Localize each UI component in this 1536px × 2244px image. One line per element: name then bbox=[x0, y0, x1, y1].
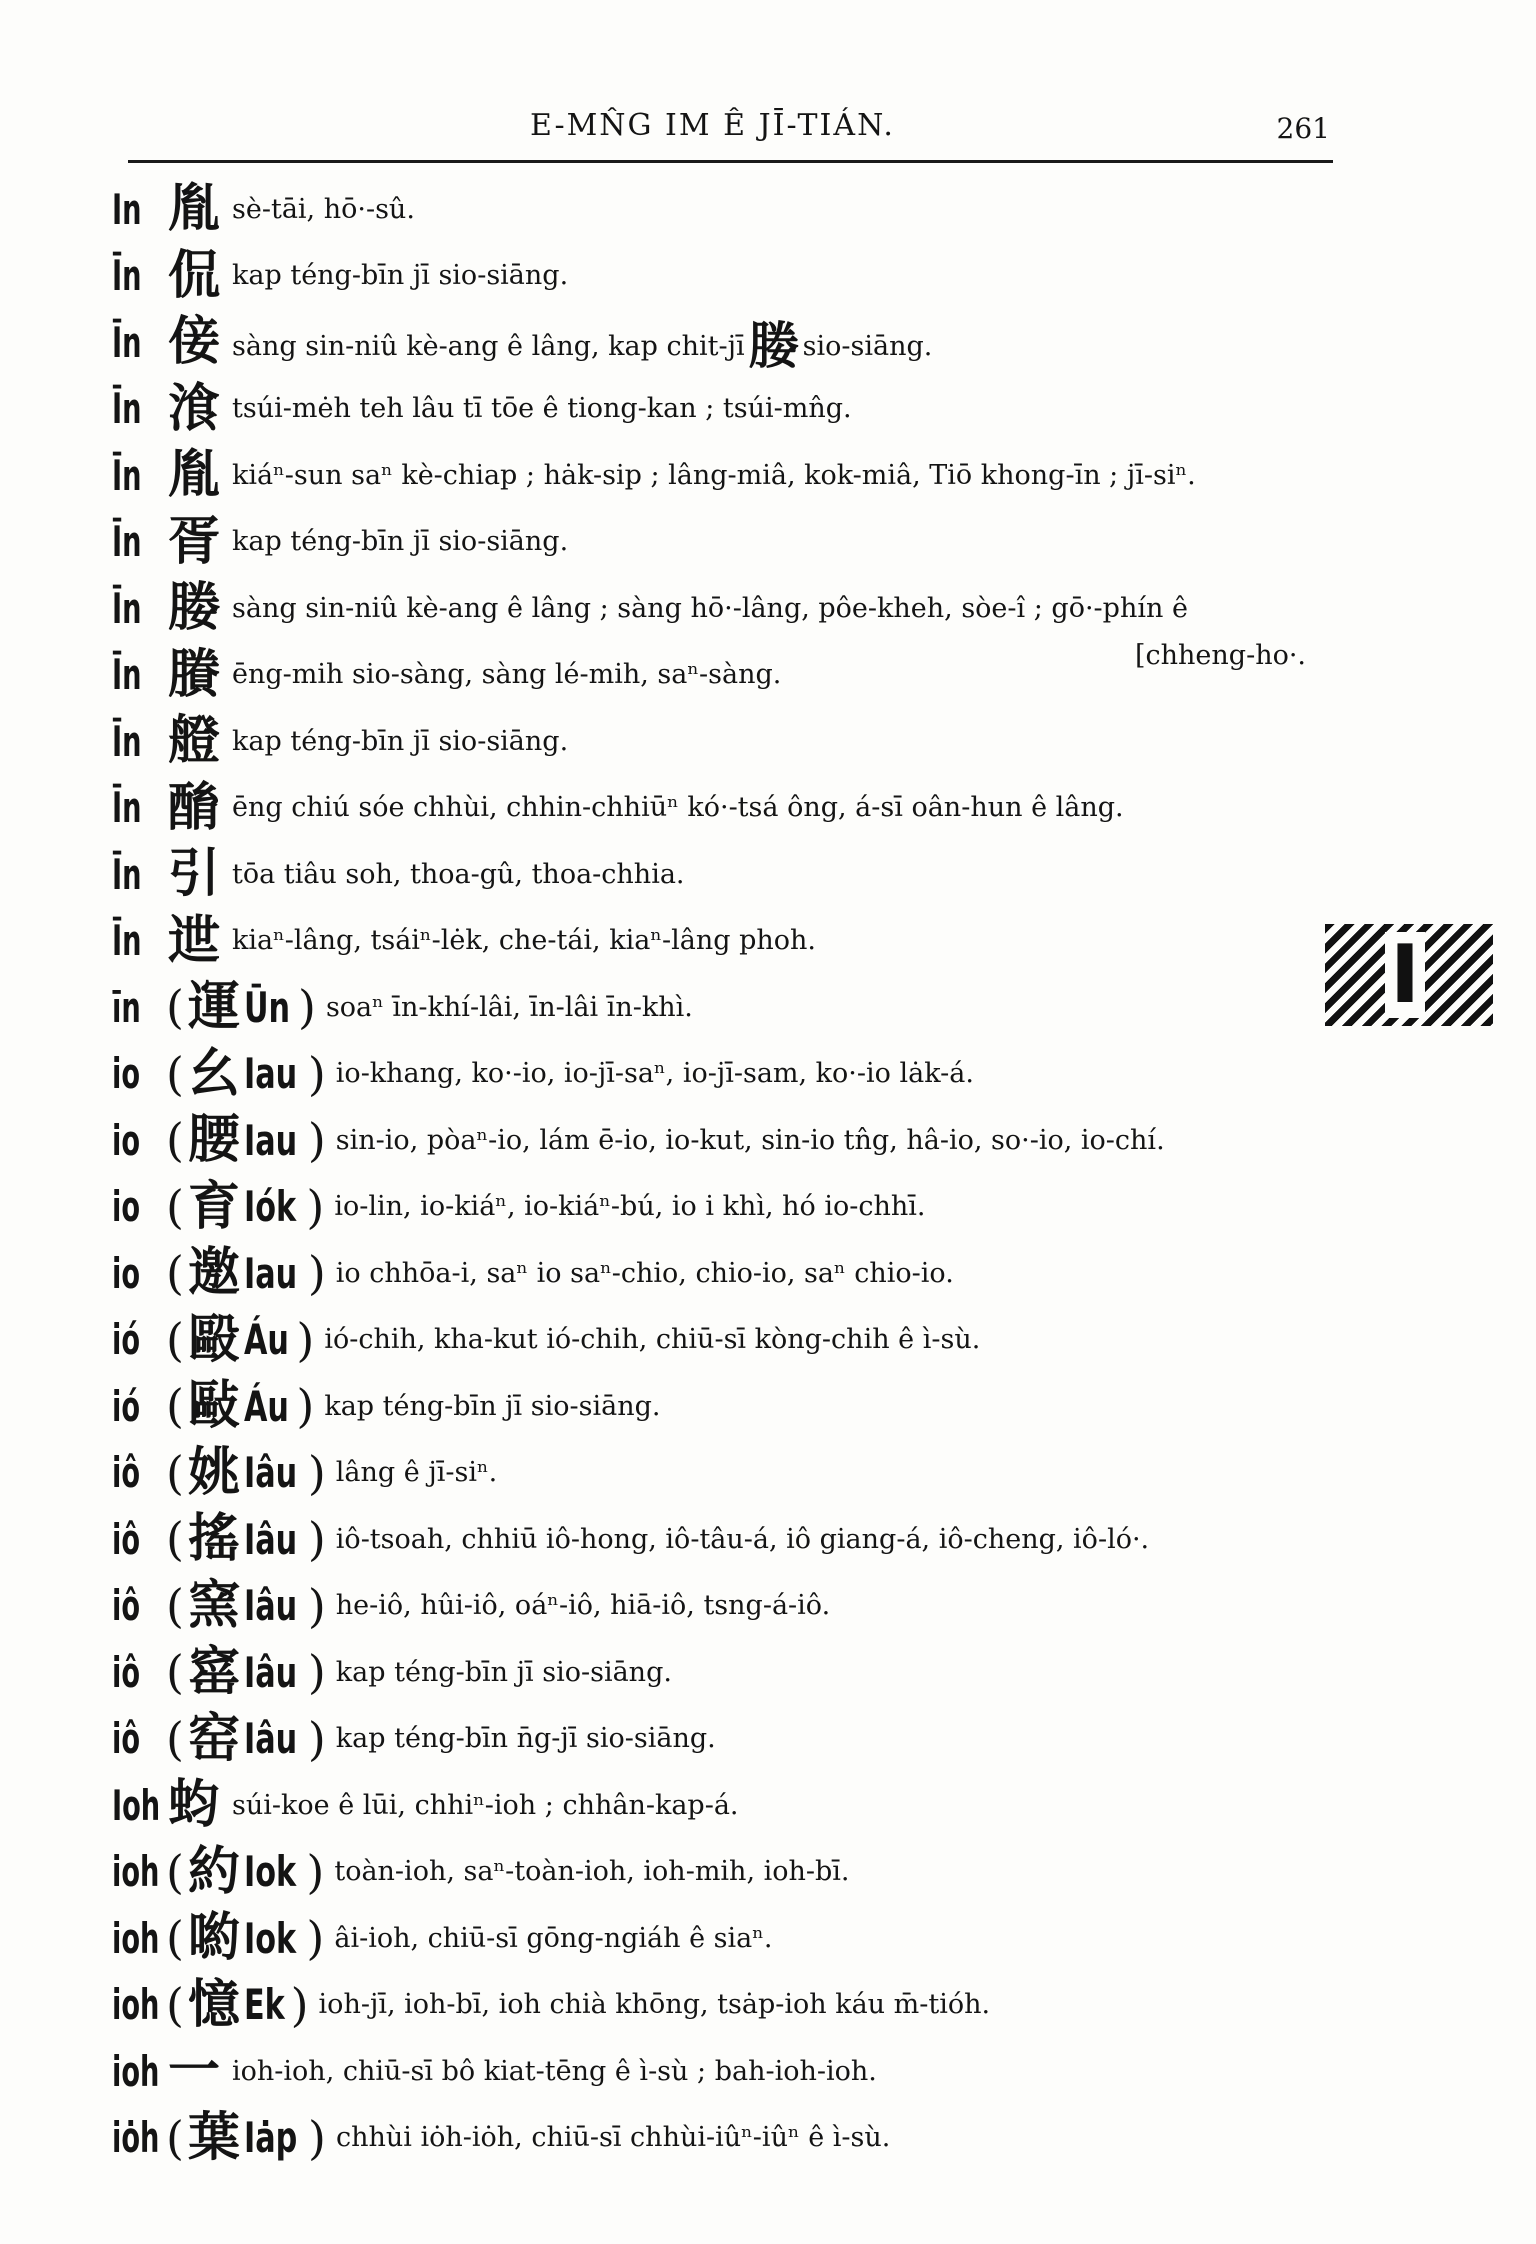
entry-character: 育 bbox=[187, 1175, 240, 1237]
entry-headword: iô bbox=[112, 1514, 141, 1564]
entry-character: 胤 bbox=[168, 178, 221, 240]
close-paren: ) bbox=[307, 1711, 326, 1766]
entry-character: 胥 bbox=[168, 510, 221, 572]
definition-text: sàng sin-niû kè-ang ê lâng ; sàng hō·-lâng, pôe-kheh, sòe-î ; gō·-phín ê bbox=[232, 592, 1188, 624]
definition-text: sin-io, pòaⁿ-io, lám ē-io, io-kut, sin-io tn̂g, hâ-io, so·-io, io-chí. bbox=[335, 1124, 1165, 1156]
entry-headword: Īn bbox=[112, 916, 142, 966]
entry-definition bbox=[232, 593, 1188, 624]
entry-character: 蚐 bbox=[168, 1774, 221, 1836]
entry-definition bbox=[336, 1524, 1149, 1555]
close-paren: ) bbox=[307, 1645, 326, 1700]
entry-definition bbox=[232, 1790, 739, 1821]
entry-headword: Īn bbox=[112, 583, 142, 633]
entry-character: 媵 bbox=[168, 577, 221, 639]
dictionary-entry bbox=[112, 775, 1352, 842]
entry-character: 侃 bbox=[168, 244, 221, 306]
entry-definition bbox=[334, 1856, 849, 1887]
entry-definition bbox=[336, 1657, 672, 1688]
entry-character: 胤 bbox=[168, 444, 221, 506]
entry-definition bbox=[326, 992, 693, 1023]
entry-character: 運 bbox=[187, 976, 240, 1038]
dictionary-entry bbox=[112, 376, 1352, 443]
entry-character: 敺 bbox=[187, 1375, 240, 1437]
entry-character: 約 bbox=[187, 1840, 240, 1902]
entry-definition bbox=[232, 393, 852, 424]
entry-definition bbox=[336, 1058, 974, 1089]
entry-headword: ioh bbox=[112, 1847, 160, 1897]
dictionary-entry bbox=[112, 1839, 1352, 1906]
open-paren: ( bbox=[166, 1246, 184, 1301]
dictionary-entry bbox=[112, 176, 1352, 243]
entry-definition bbox=[324, 1324, 980, 1355]
definition-text: âi-ioh, chiū-sī gōng-ngiáh ê siaⁿ. bbox=[334, 1922, 773, 1954]
definition-text: lâng ê jī-siⁿ. bbox=[335, 1457, 498, 1489]
dictionary-entry bbox=[112, 1506, 1352, 1573]
entry-character: 幺 bbox=[187, 1042, 240, 1104]
entry-definition bbox=[336, 1723, 716, 1754]
definition-text: iô-tsoah, chhiū iô-hong, iô-tâu-á, iô giang-á, iô-cheng, iô-ló·. bbox=[335, 1523, 1150, 1555]
definition-text: kiáⁿ-sun saⁿ kè-chiap ; hȧk-sip ; lâng-miâ, kok-miâ, Tiō khong-īn ; jī-siⁿ. bbox=[232, 459, 1196, 491]
entry-definition bbox=[336, 1258, 954, 1289]
page-number: 261 bbox=[1276, 112, 1330, 145]
entry-literary-reading: Iok bbox=[243, 1847, 297, 1897]
entry-character: 一 bbox=[168, 2040, 221, 2102]
close-paren: ) bbox=[306, 1911, 325, 1966]
dictionary-entry bbox=[112, 1772, 1352, 1839]
definition-text: tsúi-mėh teh lâu tī tōe ê tiong-kan ; tsúi-mn̂g. bbox=[232, 393, 852, 425]
definition-text: tōa tiâu soh, thoa-gû, thoa-chhia. bbox=[232, 858, 685, 890]
entry-literary-reading: Iȧp bbox=[243, 2113, 298, 2163]
dictionary-entry bbox=[112, 509, 1352, 576]
running-header bbox=[130, 108, 1330, 148]
entry-definition bbox=[232, 194, 415, 225]
entry-headword: io bbox=[112, 1049, 141, 1099]
entry-headword: Īn bbox=[112, 650, 142, 700]
entry-character: 迣 bbox=[168, 909, 221, 971]
entry-headword: iȯh bbox=[112, 2113, 160, 2163]
definition-text: sè-tāi, hō·-sû. bbox=[232, 193, 415, 225]
definition-text: toàn-ioh, saⁿ-toàn-ioh, ioh-mih, ioh-bī. bbox=[334, 1856, 850, 1888]
dictionary-entry bbox=[112, 1307, 1352, 1374]
entry-definition bbox=[336, 1125, 1165, 1156]
dictionary-entry bbox=[112, 1041, 1352, 1108]
entry-definition bbox=[232, 859, 685, 890]
dictionary-entry bbox=[112, 243, 1352, 310]
entry-literary-reading: Iau bbox=[243, 1049, 298, 1099]
entry-literary-reading: Áu bbox=[243, 1315, 289, 1365]
entry-headword: ioh bbox=[112, 1913, 160, 1963]
entry-character: 姚 bbox=[187, 1441, 240, 1503]
open-paren: ( bbox=[166, 1711, 184, 1766]
close-paren: ) bbox=[307, 1246, 326, 1301]
dictionary-entry bbox=[112, 1639, 1352, 1706]
entry-definition bbox=[232, 460, 1196, 491]
entry-character: 喲 bbox=[187, 1907, 240, 1969]
entry-definition bbox=[232, 792, 1124, 823]
entry-character: 葉 bbox=[187, 2106, 240, 2168]
close-paren: ) bbox=[290, 1977, 309, 2032]
definition-text: ioh-ioh, chiū-sī bô kiat-tēng ê ì-sù ; bah-ioh-ioh. bbox=[232, 2055, 877, 2087]
entry-definition bbox=[336, 1457, 497, 1488]
entry-definition bbox=[334, 1923, 772, 1954]
open-paren: ( bbox=[166, 980, 184, 1035]
definition-text: ió-chih, kha-kut ió-chih, chiū-sī kòng-chih ê ì-sù. bbox=[324, 1324, 981, 1356]
entry-literary-reading: Ūn bbox=[243, 982, 291, 1032]
close-paren: ) bbox=[296, 1312, 315, 1367]
close-paren: ) bbox=[296, 1379, 315, 1434]
entry-character: 窰 bbox=[187, 1641, 240, 1703]
entry-headword: Īn bbox=[112, 450, 142, 500]
entry-definition bbox=[232, 306, 932, 378]
header-rule bbox=[128, 160, 1333, 163]
entry-headword: iô bbox=[112, 1581, 141, 1631]
page-header-title: E-MN̂G IM Ê JĪ-TIÁN. bbox=[530, 108, 895, 143]
entry-literary-reading: Iau bbox=[243, 1248, 298, 1298]
definition-text: súi-koe ê lūi, chhiⁿ-ioh ; chhân-kap-á. bbox=[232, 1789, 739, 1821]
entry-headword: io bbox=[112, 1248, 141, 1298]
open-paren: ( bbox=[166, 1911, 184, 1966]
dictionary-entry bbox=[112, 309, 1352, 376]
open-paren: ( bbox=[166, 1844, 184, 1899]
definition-text: kap téng-bīn jī sio-siāng. bbox=[324, 1390, 661, 1422]
entry-definition bbox=[336, 2122, 890, 2153]
open-paren: ( bbox=[166, 2110, 184, 2165]
definition-text: kap téng-bīn jī sio-siāng. bbox=[335, 1656, 672, 1688]
definition-text: ēng-mih sio-sàng, sàng lé-mih, saⁿ-sàng. bbox=[232, 659, 782, 691]
dictionary-entry bbox=[112, 1905, 1352, 1972]
entry-character: 憶 bbox=[187, 1973, 240, 2035]
thumb-index-letter: I bbox=[1385, 932, 1425, 1018]
entry-character: 賸 bbox=[168, 643, 221, 705]
definition-text: ioh-jī, ioh-bī, ioh chià khōng, tsȧp-ioh káu m̄-tióh. bbox=[318, 1989, 991, 2021]
entry-literary-reading: Iâu bbox=[243, 1581, 298, 1631]
entry-definition bbox=[232, 925, 816, 956]
definition-text: ēng chiú sóe chhùi, chhin-chhiūⁿ kó·-tsá ông, á-sī oân-hun ê lâng. bbox=[232, 792, 1124, 824]
open-paren: ( bbox=[166, 1379, 184, 1434]
dictionary-entry bbox=[112, 974, 1352, 1041]
entry-headword: īn bbox=[112, 982, 141, 1032]
dictionary-entry bbox=[112, 2105, 1352, 2172]
entry-literary-reading: Iok bbox=[243, 1913, 297, 1963]
open-paren: ( bbox=[166, 1512, 184, 1567]
entry-headword: iô bbox=[112, 1714, 141, 1764]
entry-literary-reading: Iâu bbox=[243, 1448, 298, 1498]
entry-headword: io bbox=[112, 1182, 141, 1232]
continuation-text: [chheng-ho·. bbox=[1135, 640, 1307, 671]
entry-character: 倿 bbox=[168, 311, 221, 373]
entry-character: 窑 bbox=[187, 1707, 240, 1769]
definition-text-continued: sio-siāng. bbox=[802, 331, 933, 363]
thumb-index-tab bbox=[1325, 924, 1493, 1026]
entry-headword: ioh bbox=[112, 2046, 160, 2096]
entry-character: 毆 bbox=[187, 1308, 240, 1370]
entry-headword: iô bbox=[112, 1647, 141, 1697]
entry-character: 腰 bbox=[187, 1109, 240, 1171]
entry-character: 搖 bbox=[187, 1508, 240, 1570]
definition-text: kap téng-bīn jī sio-siāng. bbox=[232, 260, 569, 292]
dictionary-entry bbox=[112, 708, 1352, 775]
definition-text: he-iô, hûi-iô, oáⁿ-iô, hiā-iô, tsng-á-iô. bbox=[335, 1590, 831, 1622]
definition-text: io chhōa-i, saⁿ io saⁿ-chio, chio-io, saⁿ chio-io. bbox=[335, 1257, 954, 1289]
entry-literary-reading: Iâu bbox=[243, 1514, 298, 1564]
dictionary-entry bbox=[112, 1440, 1352, 1507]
entry-definition bbox=[232, 260, 568, 291]
close-paren: ) bbox=[308, 2110, 326, 2165]
dictionary-entry bbox=[112, 1174, 1352, 1241]
dictionary-entry bbox=[112, 1706, 1352, 1773]
entry-headword: ió bbox=[112, 1315, 141, 1365]
definition-text: kap téng-bīn jī sio-siāng. bbox=[232, 725, 569, 757]
entry-literary-reading: Áu bbox=[243, 1381, 289, 1431]
entry-definition bbox=[319, 1989, 991, 2020]
entry-literary-reading: Iau bbox=[243, 1115, 298, 1165]
open-paren: ( bbox=[166, 1578, 184, 1633]
close-paren: ) bbox=[307, 1512, 326, 1567]
definition-text: kap téng-bīn n̄g-jī sio-siāng. bbox=[335, 1723, 716, 1755]
close-paren: ) bbox=[307, 1113, 326, 1168]
dictionary-entry bbox=[112, 1107, 1352, 1174]
entry-headword: In bbox=[112, 184, 142, 234]
close-paren: ) bbox=[297, 980, 316, 1035]
dictionary-entry bbox=[112, 2038, 1352, 2105]
entry-character: 引 bbox=[168, 843, 221, 905]
definition-text: chhùi iȯh-iȯh, chiū-sī chhùi-iûⁿ-iûⁿ ê ì-sù. bbox=[335, 2122, 891, 2154]
dictionary-entry bbox=[112, 1972, 1352, 2039]
entry-headword: Ioh bbox=[112, 1780, 161, 1830]
open-paren: ( bbox=[166, 1179, 184, 1234]
entry-literary-reading: Iâu bbox=[243, 1714, 298, 1764]
dictionary-entry bbox=[112, 1240, 1352, 1307]
entry-definition bbox=[324, 1391, 660, 1422]
entry-headword: Īn bbox=[112, 517, 142, 567]
entry-definition bbox=[232, 2056, 877, 2087]
entry-headword: Īn bbox=[112, 251, 142, 301]
definition-text: kiaⁿ-lâng, tsáiⁿ-lėk, che-tái, kiaⁿ-lâng phoh. bbox=[232, 925, 817, 957]
close-paren: ) bbox=[306, 1179, 325, 1234]
definition-text: sàng sin-niû kè-ang ê lâng, kap chit-jī bbox=[232, 331, 745, 363]
entry-definition bbox=[232, 659, 781, 690]
close-paren: ) bbox=[307, 1445, 326, 1500]
open-paren: ( bbox=[166, 1113, 184, 1168]
entry-definition bbox=[334, 1191, 925, 1222]
open-paren: ( bbox=[166, 1445, 184, 1500]
entry-headword: Īn bbox=[112, 849, 142, 899]
entry-headword: Īn bbox=[112, 716, 142, 766]
entry-headword: Īn bbox=[112, 783, 142, 833]
dictionary-entry bbox=[112, 575, 1352, 642]
entry-definition bbox=[232, 726, 568, 757]
entry-headword: ió bbox=[112, 1381, 141, 1431]
entry-character: 湌 bbox=[168, 377, 221, 439]
close-paren: ) bbox=[307, 1046, 326, 1101]
entry-list bbox=[112, 176, 1352, 2171]
entry-character: 窯 bbox=[187, 1574, 240, 1636]
open-paren: ( bbox=[166, 1312, 184, 1367]
definition-text: soaⁿ īn-khí-lâi, īn-lâi īn-khì. bbox=[325, 991, 693, 1023]
entry-literary-reading: Ek bbox=[243, 1980, 285, 2030]
definition-text: io-lin, io-kiáⁿ, io-kiáⁿ-bú, io i khì, hó io-chhī. bbox=[334, 1191, 926, 1223]
definition-text: io-khang, ko·-io, io-jī-saⁿ, io-jī-sam, ko·-io lȧk-á. bbox=[335, 1058, 974, 1090]
open-paren: ( bbox=[166, 1046, 184, 1101]
dictionary-entry bbox=[112, 442, 1352, 509]
close-paren: ) bbox=[306, 1844, 325, 1899]
entry-definition bbox=[232, 526, 568, 557]
entry-character: 酳 bbox=[168, 776, 221, 838]
entry-headword: Īn bbox=[112, 317, 142, 367]
entry-literary-reading: Iâu bbox=[243, 1647, 298, 1697]
dictionary-entry bbox=[112, 1573, 1352, 1640]
entry-headword: Īn bbox=[112, 384, 142, 434]
close-paren: ) bbox=[307, 1578, 326, 1633]
inline-character: 媵 bbox=[748, 316, 799, 376]
open-paren: ( bbox=[166, 1645, 184, 1700]
entry-headword: ioh bbox=[112, 1980, 160, 2030]
entry-character: 邀 bbox=[187, 1242, 240, 1304]
dictionary-entry bbox=[112, 841, 1352, 908]
entry-headword: io bbox=[112, 1115, 141, 1165]
entry-literary-reading: Iók bbox=[243, 1182, 297, 1232]
entry-definition bbox=[336, 1590, 830, 1621]
definition-text: kap téng-bīn jī sio-siāng. bbox=[232, 526, 569, 558]
entry-headword: iô bbox=[112, 1448, 141, 1498]
entry-character: 艠 bbox=[168, 710, 221, 772]
open-paren: ( bbox=[166, 1977, 184, 2032]
dictionary-entry bbox=[112, 908, 1352, 975]
dictionary-entry bbox=[112, 1373, 1352, 1440]
